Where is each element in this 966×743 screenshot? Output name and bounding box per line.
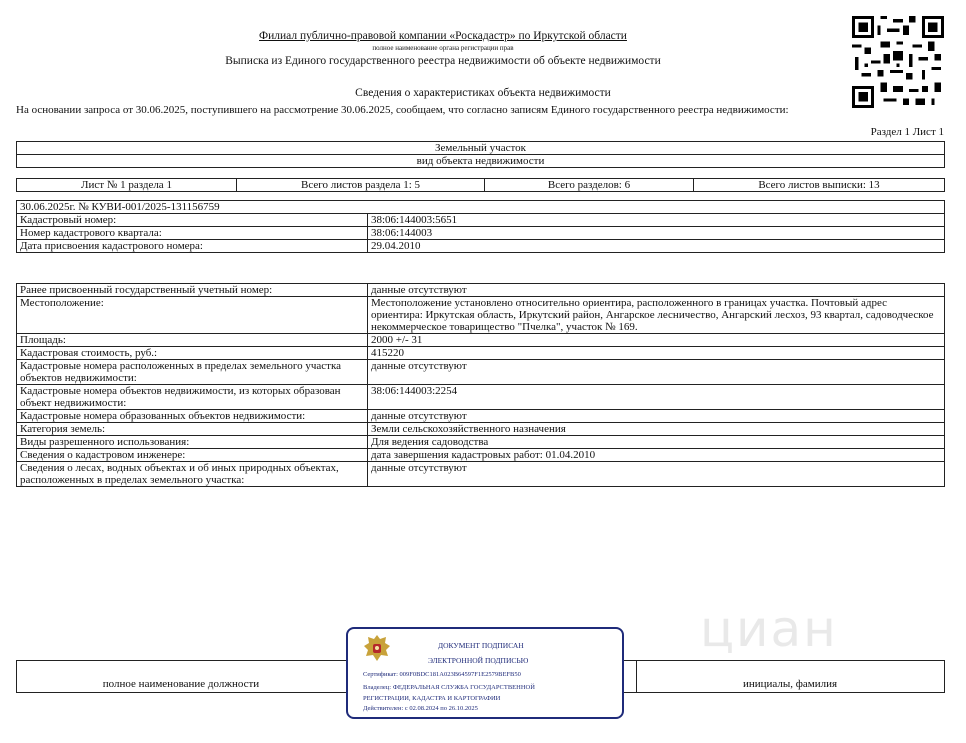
signature-border-right bbox=[944, 660, 945, 693]
table-row bbox=[17, 385, 945, 410]
stamp-cert: Сертификат: 009F0BDC181A023B64597F1E2579BEFB50 bbox=[363, 671, 521, 678]
section-title: Сведения о характеристиках объекта недвижимости bbox=[355, 87, 611, 99]
stamp-owner-cont: РЕГИСТРАЦИИ, КАДАСТРА И КАРТОГРАФИИ bbox=[363, 695, 501, 702]
doc-number: 30.06.2025г. № КУВИ-001/2025-131156759 bbox=[17, 201, 945, 214]
row-label: Сведения о лесах, водных объектах и об иных природных объектах, расположенных в пределах земельного участка: bbox=[17, 462, 368, 487]
row-label: Виды разрешенного использования: bbox=[17, 436, 368, 449]
row-label: Кадастровая стоимость, руб.: bbox=[17, 347, 368, 360]
table-row bbox=[17, 334, 945, 347]
table-row bbox=[17, 214, 945, 227]
org-name: Филиал публично-правовой компании «Роскадастр» по Иркутской области bbox=[259, 30, 627, 42]
object-type: Земельный участок bbox=[17, 142, 945, 155]
row-value: Для ведения садоводства bbox=[368, 436, 945, 449]
stamp-owner: Владелец: ФЕДЕРАЛЬНАЯ СЛУЖБА ГОСУДАРСТВЕННОЙ bbox=[363, 684, 535, 691]
row-label: Дата присвоения кадастрового номера: bbox=[17, 240, 368, 253]
table-row bbox=[17, 227, 945, 240]
emblem-icon bbox=[362, 633, 392, 665]
details-table bbox=[16, 283, 945, 487]
table-row bbox=[17, 462, 945, 487]
row-value: данные отсутствуют bbox=[368, 284, 945, 297]
table-row bbox=[17, 449, 945, 462]
table-row bbox=[17, 410, 945, 423]
total-sheets-section: Всего листов раздела 1: 5 bbox=[237, 179, 485, 192]
row-value: 2000 +/- 31 bbox=[368, 334, 945, 347]
row-value: дата завершения кадастровых работ: 01.04.2010 bbox=[368, 449, 945, 462]
row-value: 38:06:144003:5651 bbox=[368, 214, 945, 227]
table-row bbox=[17, 297, 945, 334]
e-signature-stamp bbox=[346, 627, 624, 719]
table-row bbox=[17, 347, 945, 360]
row-value: 38:06:144003 bbox=[368, 227, 945, 240]
table-row bbox=[17, 423, 945, 436]
row-value: 29.04.2010 bbox=[368, 240, 945, 253]
row-label: Сведения о кадастровом инженере: bbox=[17, 449, 368, 462]
row-label: Категория земель: bbox=[17, 423, 368, 436]
row-value: данные отсутствуют bbox=[368, 462, 945, 487]
total-sheets: Всего листов выписки: 13 bbox=[694, 179, 945, 192]
row-label: Площадь: bbox=[17, 334, 368, 347]
row-value: данные отсутствуют bbox=[368, 360, 945, 385]
table-row bbox=[17, 436, 945, 449]
row-label: Кадастровый номер: bbox=[17, 214, 368, 227]
razdel-label: Раздел 1 Лист 1 bbox=[870, 126, 944, 138]
table-row bbox=[17, 240, 945, 253]
row-value: Земли сельскохозяйственного назначения bbox=[368, 423, 945, 436]
position-label: полное наименование должности bbox=[102, 678, 260, 690]
row-label: Номер кадастрового квартала: bbox=[17, 227, 368, 240]
watermark: циан bbox=[700, 600, 838, 658]
row-value: данные отсутствуют bbox=[368, 410, 945, 423]
registry-table bbox=[16, 200, 945, 253]
sheet-info-table bbox=[16, 178, 945, 192]
org-name-note: полное наименование органа регистрации прав bbox=[372, 44, 514, 52]
row-label: Кадастровые номера объектов недвижимости, из которых образован объект недвижимости: bbox=[17, 385, 368, 410]
total-sections: Всего разделов: 6 bbox=[485, 179, 694, 192]
intro-text: На основании запроса от 30.06.2025, поступившего на рассмотрение 30.06.2025, сообщаем, что согласно записям Единого государственного реестра недвижимости: bbox=[16, 104, 789, 116]
row-label: Местоположение: bbox=[17, 297, 368, 334]
stamp-line2: ЭЛЕКТРОННОЙ ПОДПИСЬЮ bbox=[428, 656, 529, 665]
qr-code bbox=[852, 16, 944, 108]
row-label: Ранее присвоенный государственный учетный номер: bbox=[17, 284, 368, 297]
object-type-table bbox=[16, 141, 945, 168]
row-value: Местоположение установлено относительно ориентира, расположенного в границах участка. Почтовый адрес ориентира: Иркутская область, Иркутский район, Ангарское лесничество, Ангарский лесхоз, 93 квартал, садоводческое некоммерческое товарищество "Пчелка", участок № 169. bbox=[368, 297, 945, 334]
name-label: инициалы, фамилия bbox=[742, 678, 838, 690]
sheet-number: Лист № 1 раздела 1 bbox=[17, 179, 237, 192]
row-value: 415220 bbox=[368, 347, 945, 360]
row-label: Кадастровые номера расположенных в пределах земельного участка объектов недвижимости: bbox=[17, 360, 368, 385]
object-type-note: вид объекта недвижимости bbox=[17, 155, 945, 168]
stamp-valid: Действителен: с 02.08.2024 по 26.10.2025 bbox=[363, 705, 478, 712]
stamp-line1: ДОКУМЕНТ ПОДПИСАН bbox=[438, 641, 524, 650]
row-value: 38:06:144003:2254 bbox=[368, 385, 945, 410]
table-row bbox=[17, 360, 945, 385]
table-row bbox=[17, 284, 945, 297]
row-label: Кадастровые номера образованных объектов недвижимости: bbox=[17, 410, 368, 423]
document-title: Выписка из Единого государственного реестра недвижимости об объекте недвижимости bbox=[225, 55, 661, 67]
